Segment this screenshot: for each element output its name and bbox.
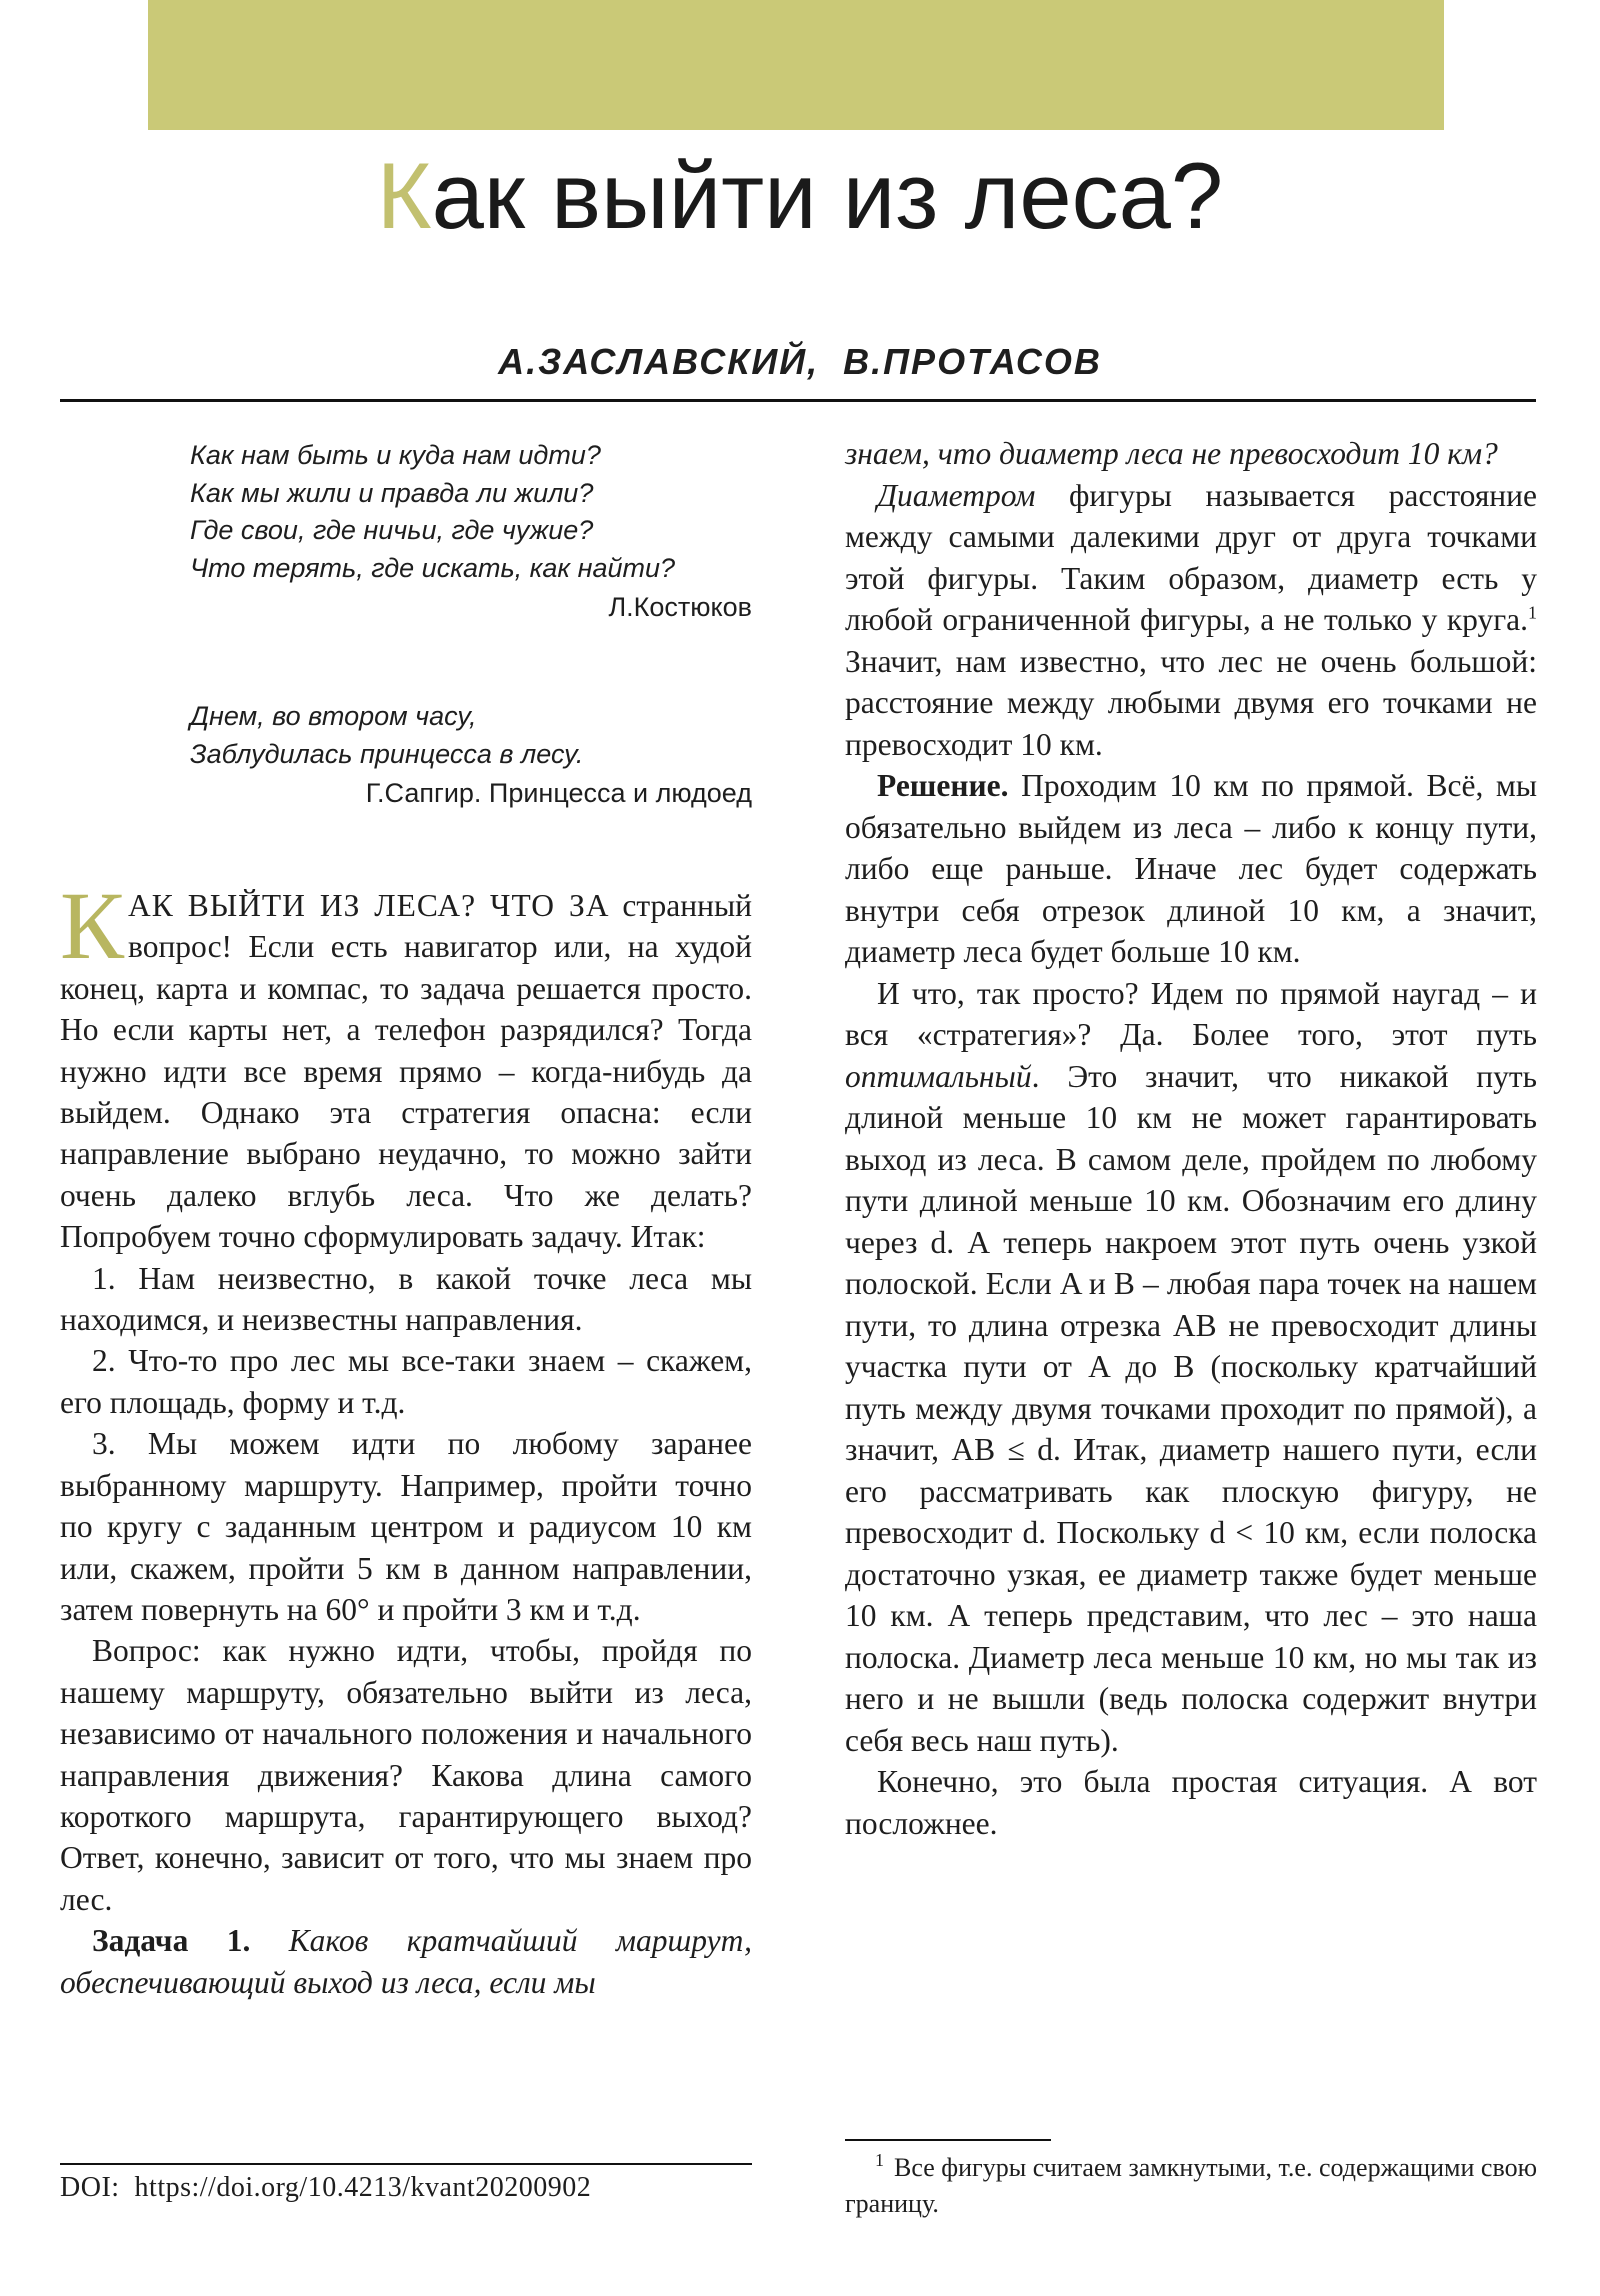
optimality-italic: оптимальный <box>845 1058 1032 1094</box>
epigraph-line: Как мы жили и правда ли жили? <box>190 477 594 508</box>
definition-text-b: Значит, нам известно, что лес не очень большой: расстояние между любыми двумя его точками не превосходит 10 км. <box>845 643 1537 762</box>
task-continuation: знаем, что диаметр леса не превосходит 10 км? <box>845 436 1498 471</box>
drop-cap: К <box>60 872 125 979</box>
question-paragraph: Вопрос: как нужно идти, чтобы, пройдя по нашему маршруту, обязательно выйти из леса, независимо от начального положения и начального направления движения? Какова длина самого короткого маршрута, гарантирующего выход? Ответ, конечно, зависит от того, что мы знаем про лес. <box>60 1633 752 1917</box>
doi-text: DOI: https://doi.org/10.4213/kvant20200902 <box>60 2172 592 2203</box>
footnote-ref: 1 <box>1528 602 1537 623</box>
title-rest: ак выйти из леса? <box>431 143 1224 248</box>
header-rule <box>60 399 1536 402</box>
right-column-body <box>845 433 1537 1844</box>
epigraph-line: Днем, во втором часу, <box>190 701 477 731</box>
solution-text: Проходим 10 км по прямой. Всё, мы обязательно выйдем из леса – либо к концу пути, либо еще раньше. Иначе лес будет содержать внутри себя отрезок длиной 10 км, а значит, диаметр леса будет больше 10 км. <box>845 768 1538 969</box>
closing-paragraph: Конечно, это была простая ситуация. А вот посложнее. <box>845 1764 1537 1841</box>
epigraph-line: Что терять, где искать, как найти? <box>190 552 676 583</box>
task-label: Задача 1. <box>92 1923 251 1959</box>
optimality-text-a: И что, так просто? Идем по прямой наугад – и вся «стратегия»? Да. Более того, этот путь <box>845 975 1537 1052</box>
task-paragraph <box>60 1920 752 2003</box>
list-item-3: 3. Мы можем идти по любому заранее выбранному маршруту. Например, пройти точно по кругу с заданным центром и радиусом 10 км или, скажем, пройти 5 км в данном направлении, затем повернуть на 60° и пройти 3 км и т.д. <box>60 1426 752 1627</box>
epigraph-2 <box>190 698 752 813</box>
epigraph-line: Заблудилась принцесса в лесу. <box>190 738 584 769</box>
epigraph-line: Как нам быть и куда нам идти? <box>190 440 601 470</box>
intro-caps: АК ВЫЙТИ ИЗ ЛЕСА? ЧТО ЗА <box>128 888 610 923</box>
list-item-1: 1. Нам неизвестно, в какой точке леса мы находимся, и неизвестны направления. <box>60 1260 752 1338</box>
doi-rule <box>60 2163 752 2165</box>
definition-term: Диаметром <box>877 477 1036 513</box>
title-first-letter: К <box>376 143 432 248</box>
authors: А.ЗАСЛАВСКИЙ, В.ПРОТАСОВ <box>498 341 1102 382</box>
epigraph-attribution: Л.Костюков <box>608 592 752 622</box>
optimality-text-b: . Это значит, что никакой путь длиной меньше 10 км не может гарантировать выход из леса. В самом деле, пройдем по любому пути длиной меньше 10 км. Обозначим его длину через d. А теперь накроем этот путь очень узкой полоской. Если A и B – любая пара точек на нашем пути, то длина отрезка AB не превосходит длины участка пути от A до B (поскольку кратчайший путь между двумя точками проходит по прямой), а значит, AB ≤ d. Итак, диаметр нашего пути, если его рассматривать как плоскую фигуру, не превосходит d. Поскольку d < 10 км, если полоска достаточно узкая, ее диаметр также будет меньше 10 км. А теперь представим, что лес – это наша полоска. Диаметр леса меньше 10 км, но мы так из него и не вышли (ведь полоска содержит внутри себя весь наш путь). <box>845 1058 1537 1758</box>
epigraph-line: Где свои, где ничьи, где чужие? <box>190 515 594 545</box>
optimality-paragraph <box>845 973 1537 1762</box>
footnote-mark: 1 <box>875 2150 884 2171</box>
header-band <box>148 0 1444 130</box>
intro-paragraph <box>60 872 753 1258</box>
task-text: Каков кратчайший маршрут, обеспечивающий выход из леса, если мы <box>60 1923 752 2000</box>
definition-text-a: фигуры называется расстояние между самыми далекими друг от друга точками этой фигуры. Таким образом, диаметр есть у любой ограниченной фигуры, а не только у круга. <box>845 477 1538 637</box>
epigraph-1 <box>190 437 752 627</box>
left-column-body <box>60 872 753 2003</box>
list-item-2: 2. Что-то про лес мы все-таки знаем – скажем, его площадь, форму и т.д. <box>60 1343 752 1420</box>
solution-label: Решение. <box>877 768 1009 803</box>
solution-paragraph <box>845 765 1537 973</box>
footnote-rule <box>845 2139 1051 2141</box>
epigraph-attribution: Г.Сапгир. Принцесса и людоед <box>365 778 752 808</box>
footnote <box>845 2150 1537 2222</box>
footnote-text: Все фигуры считаем замкнутыми, т.е. содержащими свою границу. <box>845 2153 1537 2218</box>
intro-text: странный вопрос! Если есть навигатор или, на худой конец, карта и компас, то задача решается просто. Но если карты нет, а телефон разрядился? Тогда нужно идти все время прямо – когда-нибудь да выйдем. Однако эта стратегия опасна: если направление выбрано неудачно, то можно зайти очень далеко вглубь леса. Что же делать? Попробуем точно сформулировать задачу. Итак: <box>60 888 753 1255</box>
article-title <box>0 140 1600 253</box>
definition-paragraph <box>845 475 1537 766</box>
